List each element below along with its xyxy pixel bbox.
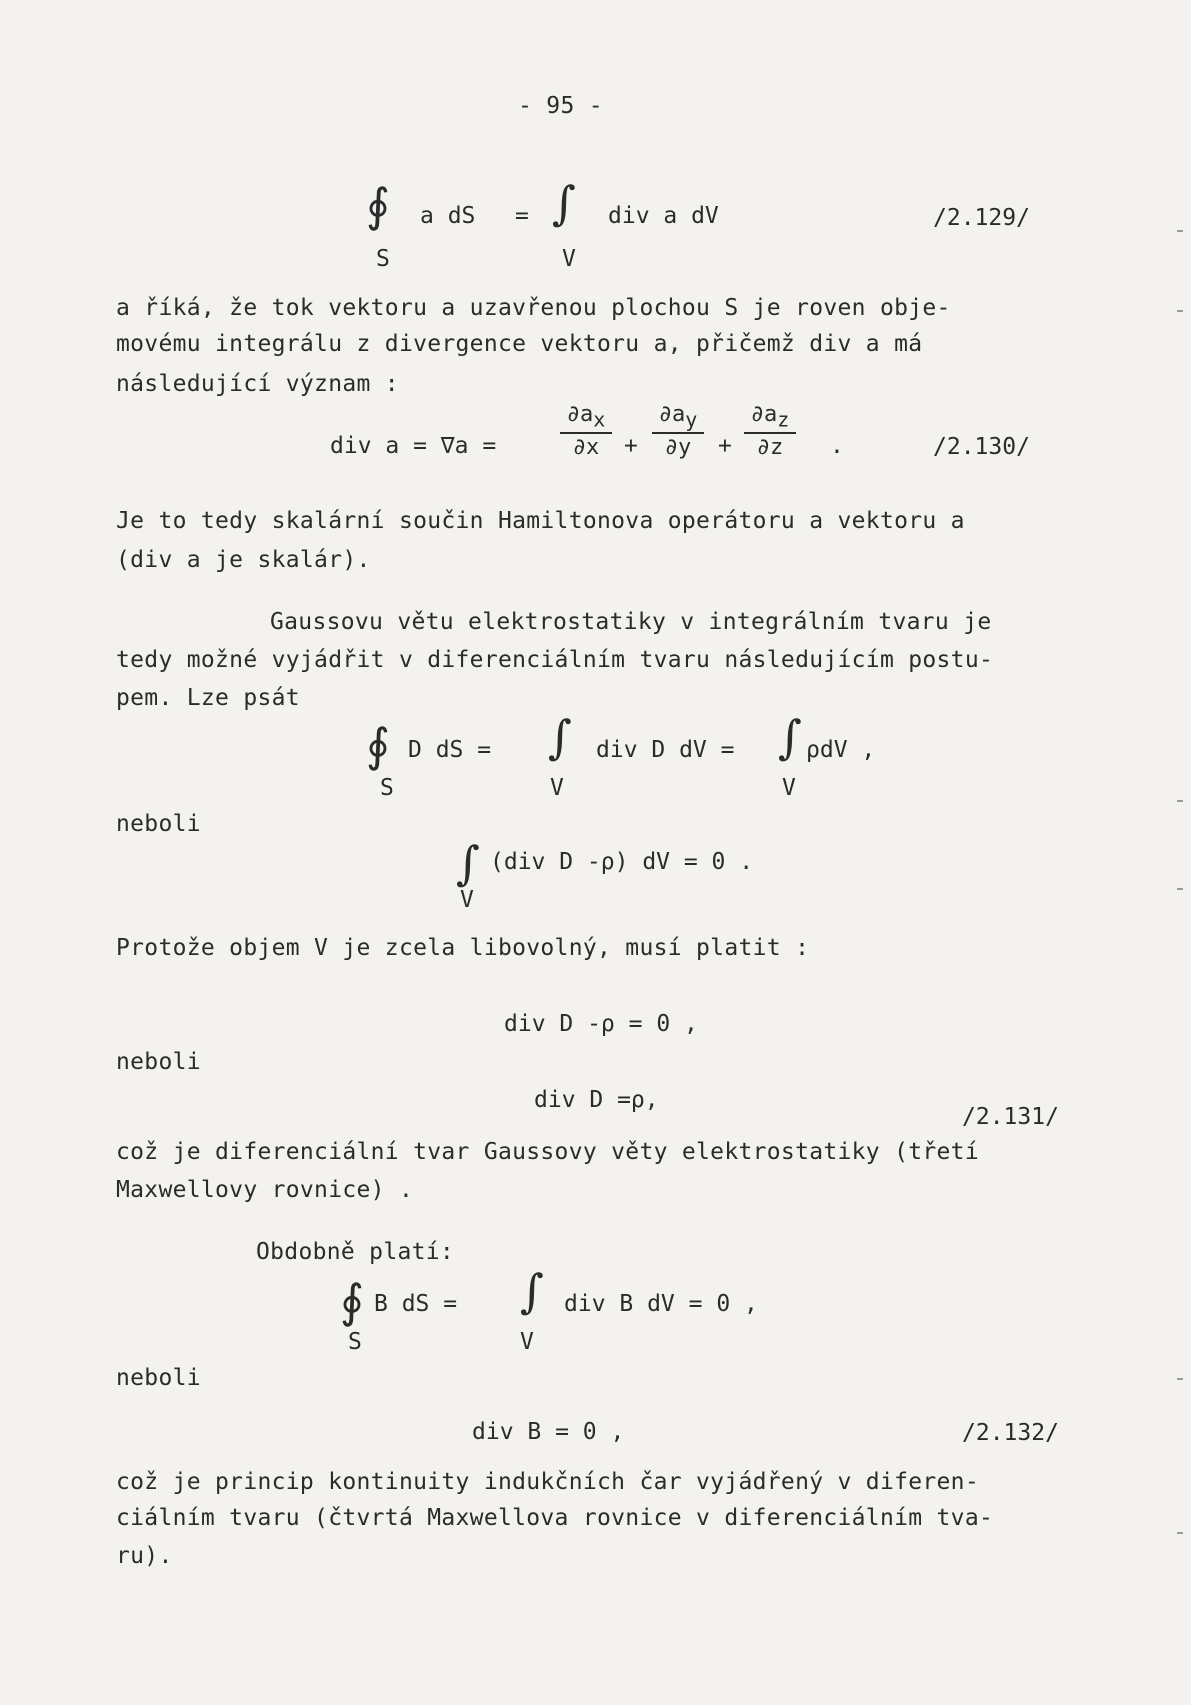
paragraph-line: a říká, že tok vektoru a uzavřenou plochou S je roven obje- [116, 295, 951, 321]
eqA-lhs: D dS = [408, 737, 492, 763]
equation-number: /2.130/ [933, 434, 1030, 460]
margin-mark [1177, 230, 1183, 232]
neboli-label: neboli [116, 1049, 201, 1075]
equation-div-b-zero: div B = 0 , [472, 1419, 625, 1445]
paragraph-line: Gaussovu větu elektrostatiky v integrálním tvaru je [270, 609, 992, 635]
margin-mark [1177, 888, 1183, 890]
eqB-sub-v: V [460, 887, 474, 913]
margin-mark [1177, 310, 1183, 312]
eqA-rhs: ρdV , [806, 737, 876, 763]
integral-symbol: ∫ [456, 836, 480, 890]
eq130-dot: . [830, 433, 844, 459]
contour-integral-symbol: ∮ [366, 178, 390, 232]
equation-number: /2.129/ [933, 205, 1030, 231]
paragraph-line: což je diferenciální tvar Gaussovy věty elektrostatiky (třetí [116, 1139, 979, 1165]
paragraph-line: ciálním tvaru (čtvrtá Maxwellova rovnice v diferenciálním tva- [116, 1505, 994, 1531]
eqE-sub-v: V [520, 1329, 534, 1355]
partial-fraction-y: $\partial a_y$ ∂y [652, 402, 704, 460]
paragraph-line: ru). [116, 1543, 173, 1569]
paragraph-line: Obdobně platí: [256, 1239, 455, 1265]
contour-integral-symbol: ∮ [340, 1274, 364, 1328]
equation-div-d-minus-rho: div D -ρ = 0 , [504, 1011, 698, 1037]
paragraph-line: pem. Lze psát [116, 685, 300, 711]
neboli-label: neboli [116, 811, 201, 837]
eqA-sub-v: V [782, 775, 796, 801]
eq129-sub-v: V [562, 246, 576, 272]
integral-symbol: ∫ [552, 176, 576, 230]
eq129-sub-s: S [376, 246, 390, 272]
eqE-lhs: B dS = [374, 1291, 458, 1317]
equation-div-d-equals-rho: div D =ρ, [534, 1087, 659, 1113]
paragraph-line: tedy možné vyjádřit v diferenciálním tvaru následujícím postu- [116, 647, 994, 673]
integral-symbol: ∫ [520, 1264, 544, 1318]
margin-mark [1177, 800, 1183, 802]
eqB-body: (div D -ρ) dV = 0 . [490, 849, 754, 875]
paragraph-line: Protože objem V je zcela libovolný, musí platit : [116, 935, 810, 961]
paragraph-line: Maxwellovy rovnice) . [116, 1177, 414, 1203]
integral-symbol: ∫ [778, 710, 802, 764]
eq129-equals: = [515, 203, 529, 229]
integral-symbol: ∫ [548, 710, 572, 764]
paragraph-line: což je princip kontinuity indukčních čar vyjádřený v diferen- [116, 1469, 979, 1495]
eqA-mid: div D dV = [596, 737, 735, 763]
paragraph-line: Je to tedy skalární součin Hamiltonova operátoru a vektoru a [116, 508, 965, 534]
eqE-rhs: div B dV = 0 , [564, 1291, 758, 1317]
contour-integral-symbol: ∮ [366, 718, 390, 772]
equation-number: /2.131/ [962, 1104, 1059, 1130]
paragraph-line: movému integrálu z divergence vektoru a, přičemž div a má [116, 331, 923, 357]
eq130-lhs: div a = ∇a = [330, 433, 497, 459]
partial-fraction-x: $\partial a_x$ ∂x [560, 402, 612, 460]
eq129-rhs: div a dV [608, 203, 719, 229]
neboli-label: neboli [116, 1365, 201, 1391]
plus-sign: + [624, 433, 638, 459]
eq129-lhs: a dS [420, 203, 476, 229]
paragraph-line: následující význam : [116, 371, 399, 397]
paragraph-line: (div a je skalár). [116, 547, 371, 573]
page-number: - 95 - [518, 93, 603, 119]
partial-fraction-z: $\partial a_z$ ∂z [744, 402, 796, 460]
plus-sign: + [718, 433, 732, 459]
eqE-sub-s: S [348, 1329, 362, 1355]
eqA-sub-s: S [380, 775, 394, 801]
equation-number: /2.132/ [962, 1420, 1059, 1446]
margin-mark [1177, 1532, 1183, 1534]
margin-mark [1177, 1378, 1183, 1380]
eqA-sub-v: V [550, 775, 564, 801]
